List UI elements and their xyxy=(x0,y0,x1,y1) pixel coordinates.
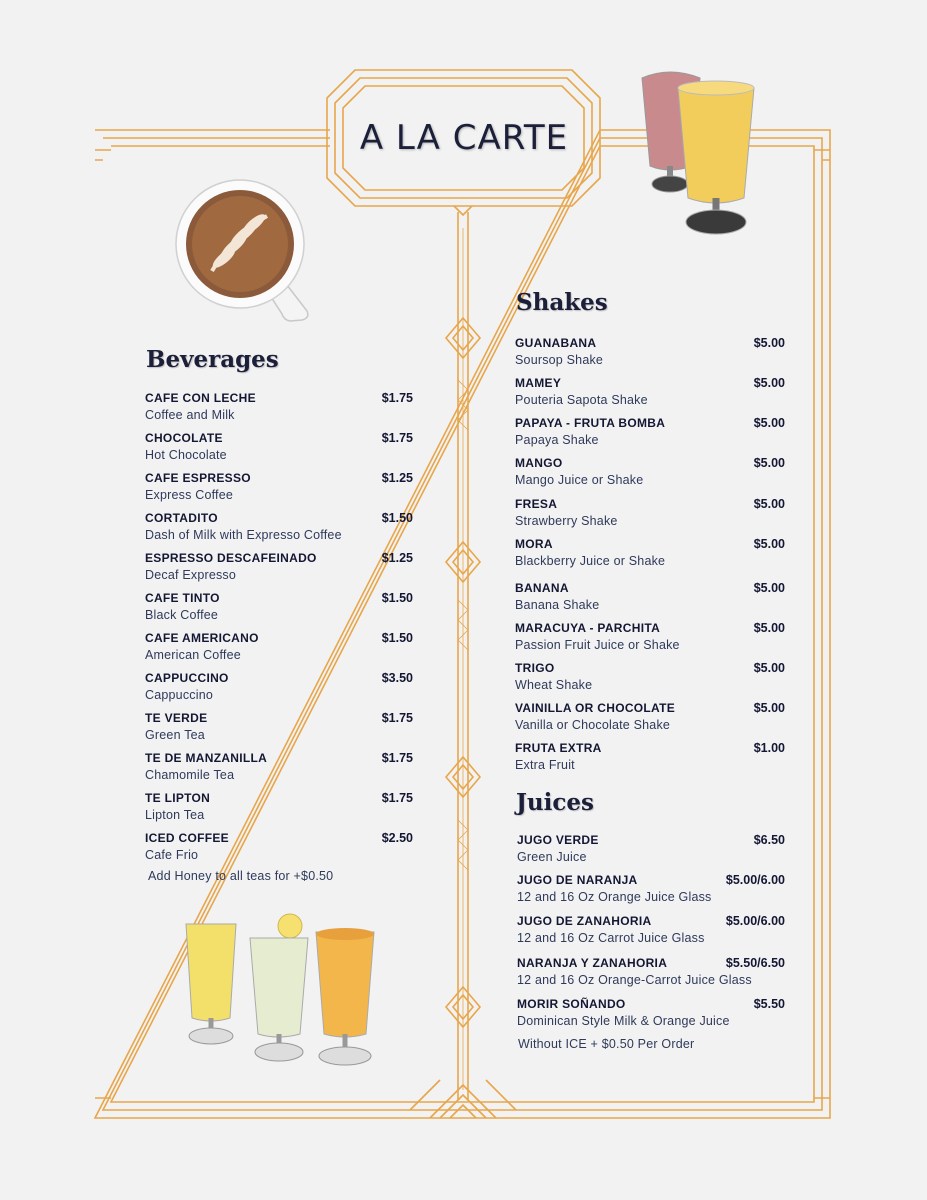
item-description: Express Coffee xyxy=(145,488,234,502)
item-description: Strawberry Shake xyxy=(515,514,618,528)
item-description: Soursop Shake xyxy=(515,353,604,367)
item-description: Papaya Shake xyxy=(515,433,599,447)
item-name: JUGO VERDE xyxy=(517,833,599,847)
item-description: Hot Chocolate xyxy=(145,448,227,462)
item-price: $1.25 xyxy=(381,471,413,485)
item-name: MORA xyxy=(515,537,553,551)
menu-item xyxy=(145,831,413,862)
item-name: MAMEY xyxy=(515,376,562,390)
item-price: $1.00 xyxy=(753,741,785,755)
item-description: 12 and 16 Oz Orange-Carrot Juice Glass xyxy=(517,973,752,987)
menu-item xyxy=(515,497,785,528)
item-price: $5.00 xyxy=(753,537,785,551)
item-description: Banana Shake xyxy=(515,598,600,612)
item-description: Cappuccino xyxy=(145,688,214,702)
menu-item xyxy=(517,914,785,945)
item-price: $5.00 xyxy=(753,701,785,715)
menu-item xyxy=(145,791,413,822)
item-price: $5.00/6.00 xyxy=(725,914,785,928)
menu-item xyxy=(145,511,413,542)
item-name: JUGO DE ZANAHORIA xyxy=(517,914,652,928)
menu-item xyxy=(145,431,413,462)
item-price: $3.50 xyxy=(381,671,413,685)
item-name: MANGO xyxy=(515,456,563,470)
menu-item xyxy=(515,621,785,652)
item-price: $1.75 xyxy=(381,431,413,445)
item-name: CHOCOLATE xyxy=(145,431,223,445)
item-name: CAFE AMERICANO xyxy=(145,631,259,645)
item-name: PAPAYA - FRUTA BOMBA xyxy=(515,416,666,430)
menu-item xyxy=(515,456,785,487)
menu-item xyxy=(515,376,785,407)
item-name: MORIR SOÑANDO xyxy=(517,997,626,1011)
item-name: FRESA xyxy=(515,497,558,511)
item-description: 12 and 16 Oz Carrot Juice Glass xyxy=(517,931,705,945)
menu-item xyxy=(145,591,413,622)
menu-item xyxy=(145,391,413,422)
item-name: TE DE MANZANILLA xyxy=(145,751,268,765)
item-name: GUANABANA xyxy=(515,336,597,350)
item-price: $1.75 xyxy=(381,391,413,405)
item-name: MARACUYA - PARCHITA xyxy=(515,621,661,635)
item-name: TE VERDE xyxy=(145,711,208,725)
shakes-heading: Shakes xyxy=(516,289,608,316)
item-price: $5.00 xyxy=(753,581,785,595)
menu-item xyxy=(517,997,785,1028)
item-name: VAINILLA OR CHOCOLATE xyxy=(515,701,676,715)
menu-item xyxy=(515,537,785,568)
menu-item xyxy=(145,671,413,702)
item-name: BANANA xyxy=(515,581,569,595)
item-price: $5.00 xyxy=(753,621,785,635)
item-description: Wheat Shake xyxy=(515,678,593,692)
item-price: $5.00 xyxy=(753,376,785,390)
item-name: CORTADITO xyxy=(145,511,218,525)
item-price: $1.75 xyxy=(381,711,413,725)
menu-title: A LA CARTE xyxy=(359,118,569,158)
menu-item xyxy=(145,471,413,502)
item-price: $6.50 xyxy=(753,833,785,847)
item-description: Mango Juice or Shake xyxy=(515,473,644,487)
item-description: Green Juice xyxy=(517,850,587,864)
ice-note: Without ICE + $0.50 Per Order xyxy=(518,1037,695,1051)
item-price: $1.75 xyxy=(381,791,413,805)
item-description: Coffee and Milk xyxy=(145,408,235,422)
latte-cup-image xyxy=(172,176,317,326)
menu-item xyxy=(145,551,413,582)
juice-glasses-image xyxy=(180,908,380,1070)
item-description: Dominican Style Milk & Orange Juice xyxy=(517,1014,730,1028)
item-price: $5.00 xyxy=(753,416,785,430)
item-description: Vanilla or Chocolate Shake xyxy=(515,718,671,732)
menu-item xyxy=(515,336,785,367)
item-description: American Coffee xyxy=(145,648,241,662)
item-name: ICED COFFEE xyxy=(145,831,229,845)
item-name: CAFE TINTO xyxy=(145,591,220,605)
menu-item xyxy=(145,751,413,782)
honey-note: Add Honey to all teas for +$0.50 xyxy=(148,869,334,883)
item-price: $1.75 xyxy=(381,751,413,765)
menu-item xyxy=(515,741,785,772)
item-price: $1.50 xyxy=(381,591,413,605)
beverages-heading: Beverages xyxy=(146,346,279,373)
item-name: CAFE ESPRESSO xyxy=(145,471,251,485)
item-description: Green Tea xyxy=(145,728,205,742)
item-name: TE LIPTON xyxy=(145,791,211,805)
item-description: 12 and 16 Oz Orange Juice Glass xyxy=(517,890,712,904)
item-description: Blackberry Juice or Shake xyxy=(515,554,666,568)
item-name: FRUTA EXTRA xyxy=(515,741,602,755)
item-description: Pouteria Sapota Shake xyxy=(515,393,648,407)
menu-item xyxy=(517,833,785,864)
item-price: $5.00 xyxy=(753,336,785,350)
menu-item xyxy=(145,631,413,662)
item-price: $2.50 xyxy=(381,831,413,845)
item-price: $5.00 xyxy=(753,456,785,470)
item-name: CAFE CON LECHE xyxy=(145,391,256,405)
menu-item xyxy=(517,956,785,987)
item-description: Dash of Milk with Expresso Coffee xyxy=(145,528,342,542)
menu-item xyxy=(515,661,785,692)
item-price: $5.50 xyxy=(753,997,785,1011)
item-price: $5.00 xyxy=(753,661,785,675)
milkshakes-image xyxy=(640,66,760,242)
juices-heading: Juices xyxy=(516,789,594,816)
item-description: Cafe Frio xyxy=(145,848,199,862)
item-price: $5.00/6.00 xyxy=(725,873,785,887)
menu-item xyxy=(517,873,785,904)
item-price: $1.50 xyxy=(381,511,413,525)
item-name: JUGO DE NARANJA xyxy=(517,873,638,887)
item-price: $1.50 xyxy=(381,631,413,645)
item-description: Passion Fruit Juice or Shake xyxy=(515,638,680,652)
item-description: Chamomile Tea xyxy=(145,768,235,782)
item-name: NARANJA Y ZANAHORIA xyxy=(517,956,668,970)
item-description: Extra Fruit xyxy=(515,758,575,772)
menu-item xyxy=(515,416,785,447)
menu-item xyxy=(145,711,413,742)
item-price: $1.25 xyxy=(381,551,413,565)
item-price: $5.50/6.50 xyxy=(725,956,785,970)
item-description: Black Coffee xyxy=(145,608,219,622)
menu-item xyxy=(515,701,785,732)
item-price: $5.00 xyxy=(753,497,785,511)
item-name: CAPPUCCINO xyxy=(145,671,229,685)
item-description: Lipton Tea xyxy=(145,808,205,822)
menu-item xyxy=(515,581,785,612)
item-name: ESPRESSO DESCAFEINADO xyxy=(145,551,317,565)
item-description: Decaf Expresso xyxy=(145,568,237,582)
item-name: TRIGO xyxy=(515,661,555,675)
